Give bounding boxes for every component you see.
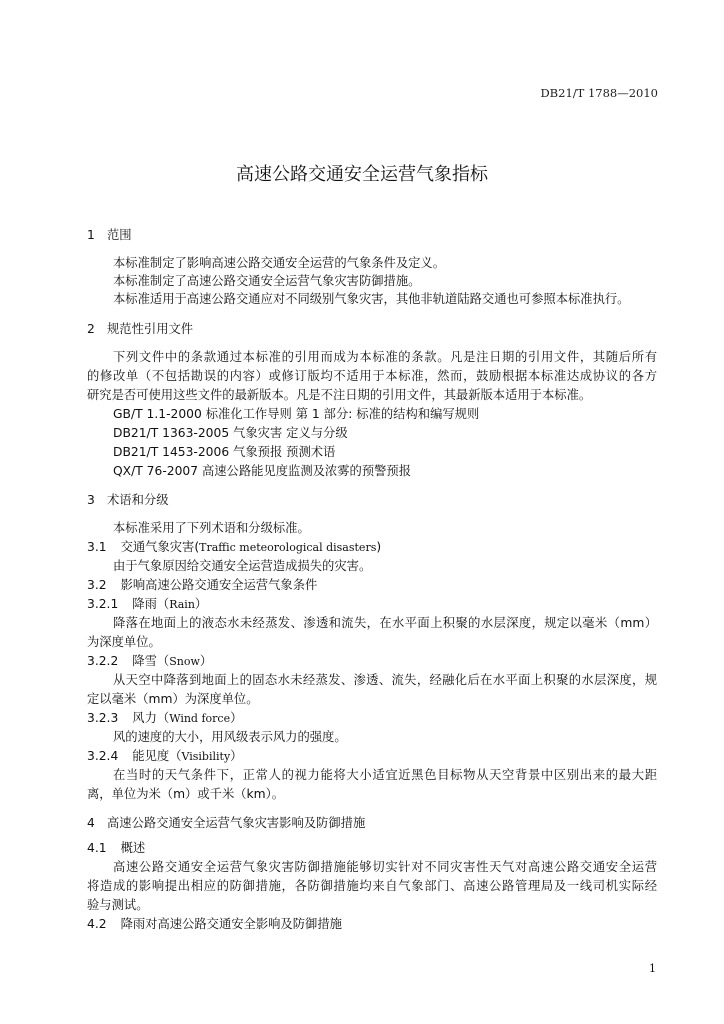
subsection-title-english: Visibility — [181, 750, 231, 763]
paragraph-line: 的修改单（不包括勘误的内容）或修订版均不适用于本标准，然而，鼓励根据本标准达成协议的各方 — [87, 369, 657, 383]
subsection-title-english: Traffic meteorological disasters — [199, 541, 377, 554]
subsection-title-close: ) — [376, 540, 382, 554]
paragraph: 本标准采用了下列术语和分级标准。 — [113, 521, 310, 535]
paragraph: 由于气象原因给交通安全运营造成损失的灾害。 — [113, 559, 372, 573]
paragraph: 本标准制定了影响高速公路交通安全运营的气象条件及定义。 — [113, 256, 446, 270]
paragraph-line: 在当时的天气条件下，正常人的视力能将大小适宜近黑色目标物从天空背景中区别出来的最大距 — [113, 768, 657, 782]
paragraph-line: 高速公路交通安全运营气象灾害防御措施能够切实针对不同灾害性天气对高速公路交通安全运营 — [113, 860, 657, 874]
paragraph-line: 将造成的影响提出相应的防御措施，各防御措施均来自气象部门、高速公路管理局及一线司机实际经 — [87, 879, 657, 893]
subsection-title: 降雨对高速公路交通安全影响及防御措施 — [120, 917, 342, 931]
paragraph: 风的速度的大小，用风级表示风力的强度。 — [113, 730, 347, 744]
subsection-3-2-3-heading — [87, 710, 657, 727]
section-number: 3 — [87, 493, 95, 507]
reference-item: GB/T 1.1-2000 标准化工作导则 第 1 部分: 标准的结构和编写规则 — [113, 407, 480, 421]
page-number: 1 — [649, 962, 656, 975]
subsection-title-close: ） — [199, 654, 213, 668]
section-title: 术语和分级 — [107, 493, 169, 507]
reference-item: QX/T 76-2007 高速公路能见度监测及浓雾的预警预报 — [113, 464, 412, 478]
document-title: 高速公路交通安全运营气象指标 — [236, 164, 488, 185]
paragraph-line: 离，单位为米（m）或千米（km）。 — [87, 787, 285, 801]
section-number: 4 — [87, 816, 95, 830]
subsection-title-english: Snow — [169, 655, 200, 668]
subsection-3-2-4-heading — [87, 748, 657, 765]
subsection-4-1-heading — [87, 840, 657, 856]
paragraph: 本标准制定了高速公路交通安全运营气象灾害防御措施。 — [113, 274, 421, 288]
subsection-number: 3.2.2 — [87, 654, 119, 668]
subsection-title: 降雪（ — [132, 654, 170, 668]
section-4-heading — [87, 815, 657, 831]
subsection-number: 3.1 — [87, 540, 107, 554]
reference-item: DB21/T 1363-2005 气象灾害 定义与分级 — [113, 426, 348, 440]
paragraph-line: 从天空中降落到地面上的固态水未经蒸发、渗透、流失，经融化后在水平面上积聚的水层深度，规 — [113, 673, 657, 687]
paragraph-line: 研究是否可使用这些文件的最新版本。凡是不注日期的引用文件，其最新版本适用于本标准。 — [87, 388, 592, 402]
subsection-title: 交通气象灾害( — [120, 540, 200, 554]
subsection-number: 3.2 — [87, 578, 107, 592]
section-number: 2 — [87, 322, 95, 336]
section-title: 规范性引用文件 — [107, 322, 194, 336]
section-3-heading — [87, 492, 657, 508]
subsection-number: 4.2 — [87, 917, 107, 931]
subsection-number: 3.2.3 — [87, 711, 119, 725]
section-1-heading — [87, 227, 657, 243]
paragraph-line: 验与测试。 — [87, 898, 149, 912]
subsection-title-english: Wind force — [169, 712, 231, 725]
subsection-title: 风力（ — [132, 711, 170, 725]
section-title: 范围 — [107, 228, 132, 242]
section-title: 高速公路交通安全运营气象灾害影响及防御措施 — [107, 816, 366, 830]
subsection-3-2-heading — [87, 577, 657, 593]
subsection-4-2-heading — [87, 916, 657, 932]
subsection-3-2-1-heading — [87, 596, 657, 613]
subsection-title-close: ） — [230, 711, 243, 725]
subsection-title-english: Rain — [169, 598, 195, 611]
subsection-title-close: ） — [194, 597, 208, 611]
subsection-number: 4.1 — [87, 841, 107, 855]
subsection-number: 3.2.4 — [87, 749, 119, 763]
paragraph: 本标准适用于高速公路交通应对不同级别气象灾害，其他非轨道陆路交通也可参照本标准执行。 — [113, 292, 630, 306]
paragraph-line: 为深度单位。 — [87, 635, 161, 649]
subsection-3-1-heading — [87, 539, 657, 556]
document-code: DB21/T 1788—2010 — [540, 86, 658, 100]
reference-item: DB21/T 1453-2006 气象预报 预测术语 — [113, 445, 336, 459]
subsection-title-close: ） — [230, 749, 243, 763]
document-body — [87, 0, 657, 1024]
paragraph-line: 下列文件中的条款通过本标准的引用而成为本标准的条款。凡是注日期的引用文件，其随后所有 — [113, 350, 657, 364]
subsection-3-2-2-heading — [87, 653, 657, 670]
subsection-title: 降雨（ — [132, 597, 170, 611]
paragraph-line: 降落在地面上的液态水未经蒸发、渗透和流失，在水平面上积聚的水层深度，规定以毫米（mm） — [113, 616, 657, 630]
subsection-title: 影响高速公路交通安全运营气象条件 — [120, 578, 318, 592]
subsection-number: 3.2.1 — [87, 597, 119, 611]
section-2-heading — [87, 321, 657, 337]
subsection-title: 概述 — [120, 841, 146, 855]
section-number: 1 — [87, 228, 95, 242]
paragraph-line: 定以毫米（mm）为深度单位。 — [87, 692, 259, 706]
subsection-title: 能见度（ — [132, 749, 182, 763]
